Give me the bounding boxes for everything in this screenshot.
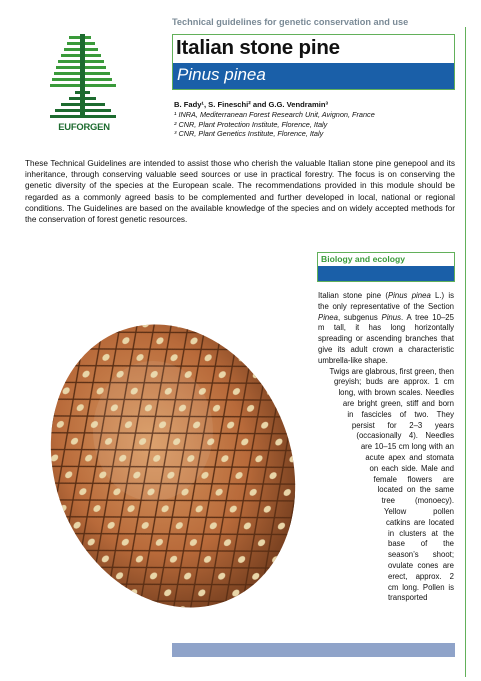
affiliation-3: ³ CNR, Plant Genetics Institute, Florence, Italy	[174, 129, 324, 139]
page-subtitle: Pinus pinea	[177, 65, 266, 84]
section-heading-bar	[318, 266, 454, 281]
text-run: Italian stone pine (	[318, 291, 388, 300]
genus-name: Pinus	[381, 312, 402, 322]
subtitle-bar	[173, 63, 454, 89]
affiliation-2: ² CNR, Plant Protection Institute, Florence, Italy	[174, 119, 328, 129]
biology-paragraph-2: Twigs are glabrous, first green, then greyish; buds are approx. 1 cm long, with brown scales. Needles are bright green, stiff and born in fascicles of two. They persist for 2–3 years (occasionally 4). Needles are 10–15 cm long with an acute apex and stomata on each side. Male and female flowers are located on the same tree (monoecy). Yellow pollen catkins are located in clusters at the base of the season’s shoot; ovulate cones are erect, approx. 2 cm long. Pollen is transported	[329, 366, 454, 603]
series-title: Technical guidelines for genetic conservation and use	[172, 17, 409, 27]
pine-cone-image	[48, 316, 298, 616]
biology-text	[318, 291, 454, 604]
margin-rule	[465, 27, 466, 677]
authors-block	[174, 100, 464, 139]
section-heading: Biology and ecology	[321, 254, 406, 264]
text-run: . A tree 10–25 m tall, it has long horizontally spreading or ascending branches that give its adult crown a characteristic umbrella-like shape.	[318, 312, 454, 365]
affiliation-1: ¹ INRA, Mediterranean Forest Research Unit, Avignon, France	[174, 110, 375, 120]
page-title: Italian stone pine	[176, 36, 340, 59]
section-heading-box	[317, 252, 455, 282]
text-run: , subgenus	[337, 312, 382, 322]
text-run: L.) is the only representative of the Section	[318, 291, 454, 311]
title-box	[172, 34, 455, 90]
author-names: B. Fady¹, S. Fineschi² and G.G. Vendramin³	[174, 100, 329, 109]
footer-bar	[172, 643, 455, 657]
euforgen-logo-icon	[49, 33, 121, 133]
intro-paragraph: These Technical Guidelines are intended to assist those who cherish the valuable Italian stone pine genepool and its inheritance, through conserving valuable seed sources or use in practical forestry. The focus is on conserving the genetic diversity of the species at the European scale. The recommendations provided in this module should be regarded as a commonly agreed basis to be complemented and further developed in local, national or regional conditions. The Guidelines are based on the available knowledge of the species and on widely accepted methods for the conservation of forest genetic resources.	[25, 159, 455, 225]
section-name: Pinea	[318, 312, 338, 322]
biology-paragraph-1	[318, 291, 454, 367]
species-name: Pinus pinea	[387, 291, 431, 300]
logo-text: EUFORGEN	[58, 121, 110, 132]
